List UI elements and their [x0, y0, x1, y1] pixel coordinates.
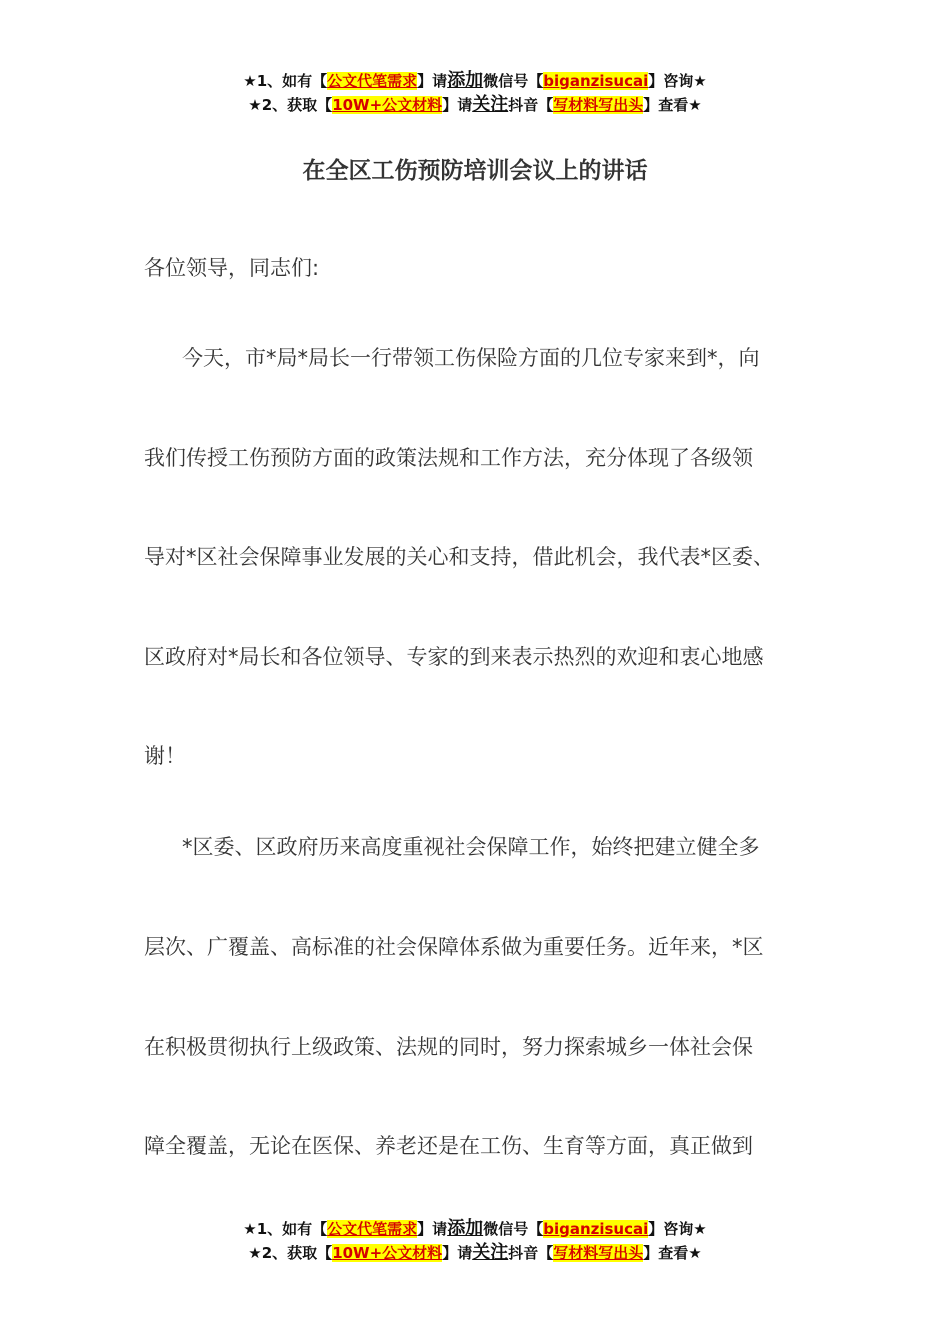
banner-emphasis: 关注 [472, 94, 509, 115]
text-line: 障全覆盖，无论在医保、养老还是在工伤、生育等方面，真正做到 [144, 1134, 753, 1158]
highlight-wechat-id: biganzisucai [543, 1220, 649, 1238]
banner-text: 微信号【 [483, 1220, 544, 1238]
highlight-douyin: 写材料写出头 [553, 96, 644, 114]
banner-line-1 [0, 1217, 950, 1241]
text-line: 层次、广覆盖、高标准的社会保障体系做为重要任务。近年来，*区 [144, 935, 764, 959]
text-line: 区政府对*局长和各位领导、专家的到来表示热烈的欢迎和衷心地感 [144, 645, 764, 669]
banner-line-1 [0, 69, 950, 93]
highlight-wechat-id: biganzisucai [543, 72, 649, 90]
banner-text: 】查看★ [643, 1244, 702, 1262]
document-title: 在全区工伤预防培训会议上的讲话 [302, 158, 648, 184]
text-line: 我们传授工伤预防方面的政策法规和工作方法，充分体现了各级领 [144, 446, 753, 470]
banner-text: 抖音【 [508, 96, 554, 114]
highlight-service: 公文代笔需求 [327, 1220, 418, 1238]
banner-text: 】请 [442, 96, 473, 114]
banner-text: ★2、获取【 [248, 1244, 333, 1262]
highlight-materials: 10W+公文材料 [332, 1244, 443, 1262]
banner-text: 】咨询★ [648, 1220, 707, 1238]
banner-text: 微信号【 [483, 72, 544, 90]
banner-emphasis: 添加 [447, 1218, 484, 1239]
banner-emphasis: 添加 [447, 70, 484, 91]
banner-text: 抖音【 [508, 1244, 554, 1262]
banner-text: 】咨询★ [648, 72, 707, 90]
banner-line-2 [0, 93, 950, 117]
text-line: 在积极贯彻执行上级政策、法规的同时，努力探索城乡一体社会保 [144, 1035, 753, 1059]
banner-line-2 [0, 1241, 950, 1265]
highlight-douyin: 写材料写出头 [553, 1244, 644, 1262]
banner-text: 】查看★ [643, 96, 702, 114]
banner-text: ★1、如有【 [243, 72, 328, 90]
banner-text: 】请 [417, 72, 448, 90]
highlight-service: 公文代笔需求 [327, 72, 418, 90]
footer-banner [0, 1217, 950, 1265]
header-banner [0, 69, 950, 117]
banner-emphasis: 关注 [472, 1242, 509, 1263]
banner-text: 】请 [442, 1244, 473, 1262]
text-line: 今天，市*局*局长一行带领工伤保险方面的几位专家来到*，向 [182, 346, 760, 370]
banner-text: ★2、获取【 [248, 96, 333, 114]
text-line: *区委、区政府历来高度重视社会保障工作，始终把建立健全多 [182, 835, 760, 859]
salutation: 各位领导，同志们: [144, 256, 320, 280]
banner-text: ★1、如有【 [243, 1220, 328, 1238]
highlight-materials: 10W+公文材料 [332, 96, 443, 114]
banner-text: 】请 [417, 1220, 448, 1238]
text-line: 导对*区社会保障事业发展的关心和支持，借此机会，我代表*区委、 [144, 545, 774, 569]
text-line: 谢！ [144, 744, 186, 768]
